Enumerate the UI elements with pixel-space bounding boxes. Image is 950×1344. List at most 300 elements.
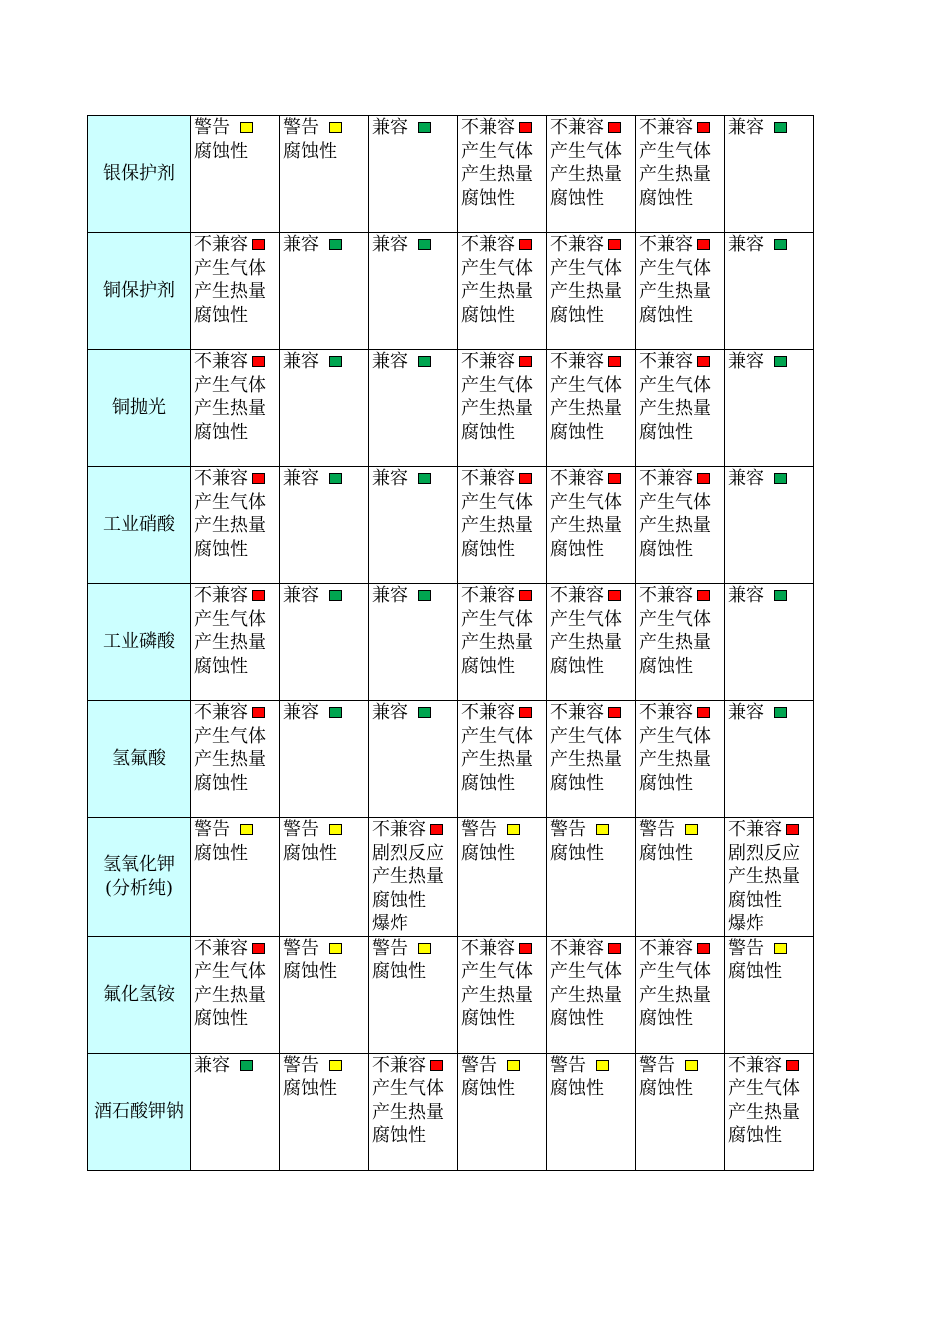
compatibility-cell <box>369 233 458 350</box>
hazard-note: 腐蚀性 <box>639 655 693 677</box>
incompatible-indicator-icon <box>786 824 799 835</box>
hazard-note: 腐蚀性 <box>283 1078 337 1099</box>
status-line <box>461 1054 546 1078</box>
status-label: 警告 <box>194 117 230 138</box>
status-label: 警告 <box>639 819 675 840</box>
hazard-note: 产生热量 <box>461 515 533 536</box>
incompatible-indicator-icon <box>430 1060 443 1071</box>
status-line <box>639 937 724 961</box>
hazard-note: 产生热量 <box>461 749 533 770</box>
compatibility-cell <box>458 350 547 467</box>
status-line <box>728 233 813 257</box>
status-label: 不兼容 <box>194 468 248 489</box>
hazard-note: 腐蚀性 <box>194 842 248 864</box>
compatible-indicator-icon <box>418 239 431 250</box>
status-label: 不兼容 <box>461 702 515 723</box>
compatibility-cell <box>280 701 369 818</box>
hazard-note: 产生热量 <box>550 632 622 653</box>
hazard-note: 腐蚀性 <box>372 1125 426 1146</box>
compatible-indicator-icon <box>774 707 787 718</box>
status-label: 不兼容 <box>550 585 604 606</box>
status-line <box>550 467 635 491</box>
compatibility-cell <box>191 350 280 467</box>
row-header <box>88 467 191 584</box>
compatibility-cell <box>547 233 636 350</box>
status-line <box>283 350 368 374</box>
row-header-line: 氢氧化钾 <box>103 853 175 875</box>
hazard-note: 产生气体 <box>550 961 622 982</box>
status-line <box>461 818 546 842</box>
incompatible-indicator-icon <box>697 707 710 718</box>
row-header <box>88 818 191 937</box>
incompatible-indicator-icon <box>608 707 621 718</box>
hazard-note: 腐蚀性 <box>194 538 248 560</box>
incompatible-indicator-icon <box>519 707 532 718</box>
compatibility-cell <box>191 936 280 1053</box>
status-line <box>728 937 813 961</box>
compatibility-cell <box>191 467 280 584</box>
status-label: 兼容 <box>283 351 319 372</box>
status-label: 警告 <box>283 819 319 840</box>
status-line <box>461 701 546 725</box>
table-row <box>88 350 814 467</box>
compatibility-cell <box>725 233 814 350</box>
status-line <box>194 584 279 608</box>
status-line <box>372 233 457 257</box>
hazard-note: 腐蚀性 <box>461 304 515 326</box>
warning-indicator-icon <box>329 1060 342 1071</box>
status-label: 不兼容 <box>194 585 248 606</box>
status-line <box>550 350 635 374</box>
compatibility-cell <box>458 584 547 701</box>
incompatible-indicator-icon <box>608 122 621 133</box>
compatible-indicator-icon <box>774 356 787 367</box>
status-label: 警告 <box>550 1054 586 1076</box>
compatible-indicator-icon <box>418 122 431 133</box>
hazard-note: 产生气体 <box>461 491 533 513</box>
hazard-note: 腐蚀性 <box>550 1008 604 1029</box>
hazard-note: 产生热量 <box>550 164 622 185</box>
compatibility-cell <box>636 701 725 818</box>
incompatible-indicator-icon <box>697 590 710 601</box>
hazard-note: 产生热量 <box>550 398 622 419</box>
status-label: 兼容 <box>283 234 319 255</box>
status-line <box>283 1054 368 1078</box>
hazard-note: 产生气体 <box>461 257 533 279</box>
hazard-note: 产生气体 <box>639 608 711 630</box>
compatibility-cell <box>547 818 636 937</box>
status-label: 不兼容 <box>550 937 604 959</box>
status-label: 不兼容 <box>550 351 604 372</box>
hazard-note: 产生热量 <box>194 515 266 536</box>
hazard-note: 腐蚀性 <box>194 655 248 677</box>
incompatible-indicator-icon <box>252 590 265 601</box>
compatibility-cell <box>636 818 725 937</box>
status-line <box>194 233 279 257</box>
compatibility-cell <box>369 701 458 818</box>
status-line <box>550 937 635 961</box>
hazard-note: 腐蚀性 <box>461 1008 515 1029</box>
status-label: 不兼容 <box>461 351 515 372</box>
hazard-note: 产生热量 <box>461 398 533 419</box>
hazard-note: 产生热量 <box>461 632 533 653</box>
status-label: 兼容 <box>372 702 408 723</box>
compatibility-cell <box>369 116 458 233</box>
status-line <box>283 937 368 961</box>
hazard-note: 产生气体 <box>461 374 533 396</box>
hazard-note: 产生热量 <box>194 281 266 302</box>
status-label: 兼容 <box>372 117 408 138</box>
incompatible-indicator-icon <box>252 707 265 718</box>
hazard-note: 产生气体 <box>550 257 622 279</box>
hazard-note: 腐蚀性 <box>283 140 337 162</box>
status-line <box>372 818 457 842</box>
hazard-note: 产生气体 <box>639 961 711 982</box>
status-line <box>461 116 546 140</box>
hazard-note: 产生热量 <box>639 398 711 419</box>
status-line <box>728 818 813 842</box>
row-header <box>88 1053 191 1170</box>
status-line <box>728 350 813 374</box>
compatibility-cell <box>280 467 369 584</box>
hazard-note: 剧烈反应 <box>372 842 444 864</box>
hazard-note: 产生热量 <box>550 515 622 536</box>
compatibility-cell <box>636 1053 725 1170</box>
compatibility-cell <box>280 116 369 233</box>
table-row <box>88 116 814 233</box>
status-label: 兼容 <box>728 585 764 606</box>
compatibility-cell <box>636 936 725 1053</box>
status-line <box>728 467 813 491</box>
hazard-note: 腐蚀性 <box>461 842 515 864</box>
hazard-note: 产生热量 <box>639 164 711 185</box>
status-line <box>728 701 813 725</box>
hazard-note: 产生气体 <box>550 491 622 513</box>
hazard-note: 产生气体 <box>639 374 711 396</box>
status-line <box>283 233 368 257</box>
status-line <box>372 116 457 140</box>
status-label: 兼容 <box>372 468 408 489</box>
status-line <box>550 701 635 725</box>
hazard-note: 腐蚀性 <box>461 1078 515 1099</box>
incompatible-indicator-icon <box>519 943 532 954</box>
status-label: 兼容 <box>728 702 764 723</box>
status-line <box>639 116 724 140</box>
hazard-note: 腐蚀性 <box>639 1078 693 1099</box>
status-label: 警告 <box>283 1054 319 1076</box>
compatible-indicator-icon <box>329 239 342 250</box>
incompatible-indicator-icon <box>252 943 265 954</box>
compatibility-cell <box>191 818 280 937</box>
compatibility-cell <box>280 584 369 701</box>
hazard-note: 产生气体 <box>461 961 533 982</box>
status-label: 不兼容 <box>461 937 515 959</box>
status-label: 兼容 <box>372 585 408 606</box>
status-line <box>194 350 279 374</box>
hazard-note: 产生热量 <box>194 632 266 653</box>
status-line <box>461 937 546 961</box>
hazard-note: 产生热量 <box>639 749 711 770</box>
hazard-note: 产生气体 <box>194 608 266 630</box>
compatibility-cell <box>280 233 369 350</box>
hazard-note: 产生热量 <box>194 398 266 419</box>
status-line <box>194 937 279 961</box>
incompatible-indicator-icon <box>430 824 443 835</box>
hazard-note: 腐蚀性 <box>550 421 604 443</box>
hazard-note: 产生气体 <box>194 961 266 982</box>
hazard-note: 产生热量 <box>728 866 800 887</box>
hazard-note: 产生气体 <box>550 374 622 396</box>
compatibility-cell <box>636 233 725 350</box>
incompatible-indicator-icon <box>252 239 265 250</box>
table-row <box>88 233 814 350</box>
status-line <box>728 116 813 140</box>
incompatible-indicator-icon <box>519 356 532 367</box>
status-label: 不兼容 <box>461 468 515 489</box>
hazard-note: 产生气体 <box>194 491 266 513</box>
hazard-note: 产生气体 <box>550 608 622 630</box>
row-header-label: 氟化氢铵 <box>103 983 175 1005</box>
compatible-indicator-icon <box>774 239 787 250</box>
status-label: 警告 <box>372 937 408 959</box>
status-label: 兼容 <box>372 234 408 255</box>
table-row <box>88 467 814 584</box>
status-line <box>639 467 724 491</box>
compatibility-cell <box>369 467 458 584</box>
compatibility-cell <box>458 701 547 818</box>
status-line <box>372 1054 457 1078</box>
hazard-note: 腐蚀性 <box>372 889 426 911</box>
hazard-note: 腐蚀性 <box>461 187 515 209</box>
hazard-note: 腐蚀性 <box>372 961 426 982</box>
hazard-note: 腐蚀性 <box>550 187 604 209</box>
compatible-indicator-icon <box>774 590 787 601</box>
hazard-note: 产生热量 <box>194 749 266 770</box>
status-line <box>550 584 635 608</box>
hazard-note: 产生热量 <box>194 984 266 1006</box>
status-line <box>194 701 279 725</box>
row-header <box>88 936 191 1053</box>
compatibility-cell <box>547 467 636 584</box>
incompatible-indicator-icon <box>786 1060 799 1071</box>
compatibility-cell <box>547 350 636 467</box>
hazard-note: 腐蚀性 <box>728 1125 782 1146</box>
status-line <box>550 1054 635 1078</box>
hazard-note: 产生热量 <box>550 984 622 1006</box>
incompatible-indicator-icon <box>697 239 710 250</box>
compatible-indicator-icon <box>240 1060 253 1071</box>
hazard-note: 腐蚀性 <box>639 842 693 864</box>
compatibility-cell <box>636 116 725 233</box>
status-line <box>194 116 279 140</box>
row-header-label: 银保护剂 <box>103 163 175 184</box>
status-label: 不兼容 <box>372 819 426 840</box>
hazard-note: 腐蚀性 <box>194 421 248 443</box>
compatibility-cell <box>191 116 280 233</box>
hazard-note: 腐蚀性 <box>728 961 782 982</box>
hazard-note: 腐蚀性 <box>461 655 515 677</box>
status-line <box>461 350 546 374</box>
compatible-indicator-icon <box>329 356 342 367</box>
status-line <box>372 467 457 491</box>
status-line <box>550 818 635 842</box>
status-line <box>639 818 724 842</box>
status-label: 不兼容 <box>639 117 693 138</box>
compatibility-cell <box>725 584 814 701</box>
status-label: 不兼容 <box>639 585 693 606</box>
hazard-note: 腐蚀性 <box>639 538 693 560</box>
status-label: 不兼容 <box>461 117 515 138</box>
status-label: 不兼容 <box>372 1054 426 1076</box>
hazard-note: 腐蚀性 <box>461 421 515 443</box>
compatibility-cell <box>369 1053 458 1170</box>
status-label: 兼容 <box>194 1054 230 1076</box>
status-label: 不兼容 <box>550 702 604 723</box>
warning-indicator-icon <box>418 943 431 954</box>
hazard-note: 产生气体 <box>194 725 266 747</box>
hazard-note: 产生气体 <box>194 374 266 396</box>
warning-indicator-icon <box>774 943 787 954</box>
status-label: 不兼容 <box>550 117 604 138</box>
compatibility-cell <box>636 584 725 701</box>
hazard-note: 产生热量 <box>639 281 711 302</box>
table-row <box>88 936 814 1053</box>
compatibility-cell <box>547 936 636 1053</box>
hazard-note: 产生热量 <box>639 984 711 1006</box>
hazard-note: 产生气体 <box>639 140 711 162</box>
status-label: 兼容 <box>283 585 319 606</box>
incompatible-indicator-icon <box>252 356 265 367</box>
hazard-note: 腐蚀性 <box>283 961 337 982</box>
hazard-note: 腐蚀性 <box>639 772 693 794</box>
hazard-note: 腐蚀性 <box>461 772 515 794</box>
warning-indicator-icon <box>329 824 342 835</box>
hazard-note: 产生热量 <box>728 1101 800 1123</box>
status-label: 不兼容 <box>550 234 604 255</box>
status-line <box>461 233 546 257</box>
compatibility-cell <box>191 701 280 818</box>
compatibility-cell <box>280 936 369 1053</box>
table-row <box>88 1053 814 1170</box>
row-header-line: (分析纯) <box>104 877 174 899</box>
status-label: 不兼容 <box>550 468 604 489</box>
compatibility-cell <box>547 116 636 233</box>
row-header <box>88 233 191 350</box>
table-row <box>88 584 814 701</box>
hazard-note: 腐蚀性 <box>194 304 248 326</box>
status-label: 警告 <box>283 937 319 959</box>
incompatible-indicator-icon <box>697 356 710 367</box>
hazard-note: 腐蚀性 <box>550 842 604 864</box>
warning-indicator-icon <box>329 122 342 133</box>
status-label: 不兼容 <box>461 585 515 606</box>
compatibility-cell <box>458 818 547 937</box>
row-header-label: 工业磷酸 <box>103 631 175 652</box>
status-label: 兼容 <box>728 117 764 138</box>
compatible-indicator-icon <box>329 473 342 484</box>
table-row <box>88 818 814 937</box>
hazard-note: 产生气体 <box>550 725 622 747</box>
compatibility-cell <box>547 1053 636 1170</box>
status-label: 不兼容 <box>194 937 248 959</box>
hazard-note: 产生热量 <box>372 1101 444 1123</box>
compatibility-cell <box>369 818 458 937</box>
status-label: 警告 <box>283 117 319 138</box>
compatibility-cell <box>547 584 636 701</box>
hazard-note: 产生气体 <box>194 257 266 279</box>
incompatible-indicator-icon <box>608 473 621 484</box>
compatibility-cell <box>725 818 814 937</box>
compatibility-cell <box>725 701 814 818</box>
hazard-note: 产生气体 <box>728 1078 800 1099</box>
incompatible-indicator-icon <box>519 473 532 484</box>
compatibility-cell <box>725 350 814 467</box>
compatibility-cell <box>725 116 814 233</box>
warning-indicator-icon <box>240 824 253 835</box>
hazard-note: 产生气体 <box>461 140 533 162</box>
compatibility-cell <box>191 233 280 350</box>
incompatible-indicator-icon <box>608 943 621 954</box>
status-line <box>639 233 724 257</box>
hazard-note: 产生热量 <box>461 281 533 302</box>
status-line <box>283 116 368 140</box>
compatible-indicator-icon <box>418 356 431 367</box>
status-label: 警告 <box>461 1054 497 1076</box>
hazard-note: 产生气体 <box>639 725 711 747</box>
status-label: 不兼容 <box>728 819 782 840</box>
hazard-note: 产生热量 <box>639 632 711 653</box>
incompatible-indicator-icon <box>697 943 710 954</box>
compatible-indicator-icon <box>329 590 342 601</box>
status-line <box>639 1054 724 1078</box>
status-label: 兼容 <box>283 702 319 723</box>
incompatible-indicator-icon <box>608 356 621 367</box>
incompatible-indicator-icon <box>697 122 710 133</box>
compatibility-cell <box>369 936 458 1053</box>
compatibility-cell <box>369 584 458 701</box>
status-label: 兼容 <box>283 468 319 489</box>
compatibility-cell <box>369 350 458 467</box>
compatible-indicator-icon <box>774 122 787 133</box>
status-label: 警告 <box>461 819 497 840</box>
compatibility-cell <box>280 350 369 467</box>
hazard-note: 腐蚀性 <box>283 842 337 864</box>
compatible-indicator-icon <box>329 707 342 718</box>
incompatible-indicator-icon <box>252 473 265 484</box>
hazard-note: 剧烈反应 <box>728 842 800 864</box>
hazard-note: 腐蚀性 <box>194 1008 248 1029</box>
incompatible-indicator-icon <box>697 473 710 484</box>
row-header <box>88 701 191 818</box>
status-line <box>728 1054 813 1078</box>
warning-indicator-icon <box>685 824 698 835</box>
status-label: 兼容 <box>728 234 764 255</box>
compatibility-cell <box>280 818 369 937</box>
status-line <box>283 818 368 842</box>
status-line <box>461 584 546 608</box>
compatibility-cell <box>636 350 725 467</box>
compatible-indicator-icon <box>418 473 431 484</box>
compatibility-cell <box>191 1053 280 1170</box>
compatibility-cell <box>458 233 547 350</box>
status-label: 不兼容 <box>639 351 693 372</box>
row-header <box>88 584 191 701</box>
status-label: 不兼容 <box>194 702 248 723</box>
compatibility-cell <box>725 1053 814 1170</box>
warning-indicator-icon <box>685 1060 698 1071</box>
status-label: 兼容 <box>728 351 764 372</box>
status-line <box>639 701 724 725</box>
